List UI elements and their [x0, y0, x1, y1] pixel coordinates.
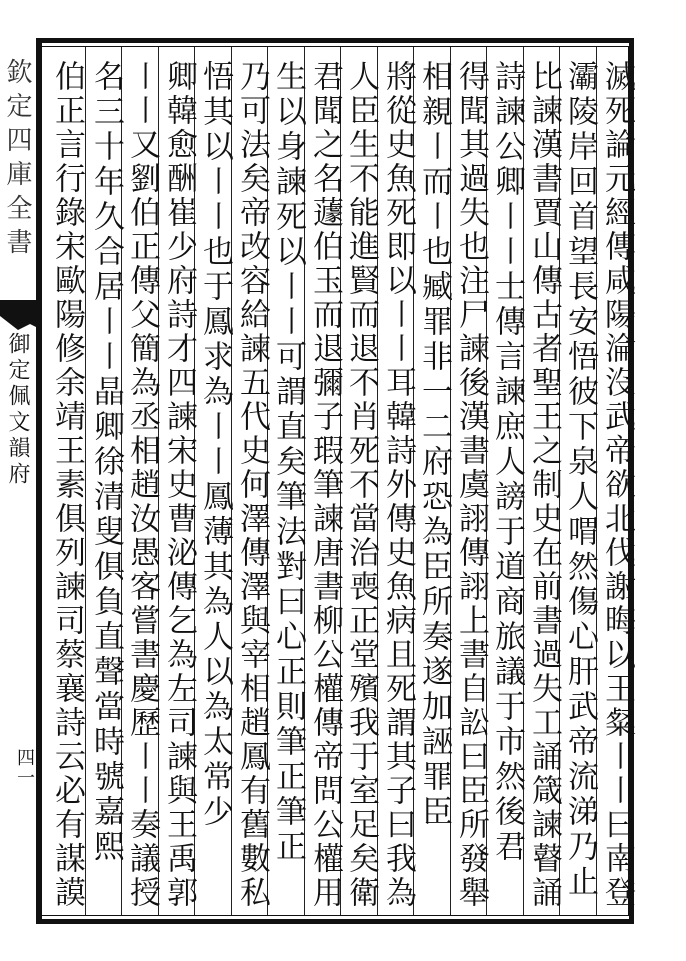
- text-column-5: 得聞其過失也注尸諫後漢書虞詡傳詡上書自訟曰臣所發舉: [453, 60, 489, 910]
- text-column-11: 乃可法矣帝改容給諫五代史何澤傳澤與宰相趙鳳有舊數私: [234, 60, 270, 910]
- text-column-8: 人臣生不能進賢而退不肖死不當治喪正堂殯我于室足矣衛: [343, 60, 379, 910]
- fish-tail-icon: [0, 300, 42, 330]
- text-column-4: 詩諫公卿〡〡士傳言諫庶人謗于道商旅議于市然後君: [489, 60, 525, 865]
- text-column-12: 悟其以〡〡也于鳳求為〡〡鳳薄其為人以為太常少: [197, 60, 233, 830]
- text-column-14: 〡〡又劉伯正傳父簡為丞相趙汝愚客嘗書慶歷〡〡奏議授: [124, 60, 160, 910]
- text-column-1: 滅死論元經傳咸陽淪沒武帝欲北伐謝晦以王粲〡〡曰南登: [599, 60, 635, 910]
- page-number: 四一: [14, 748, 35, 788]
- text-column-13: 卿韓愈酬崔少府詩才四諫宋史曹泌傳乞為左司諫與王禹郭: [161, 60, 197, 910]
- margin-title: 欽定四庫全書: [2, 58, 32, 262]
- text-column-10: 生以身諫死以〡〡可謂直矣筆法對曰心正則筆正筆正: [270, 60, 306, 865]
- text-column-7: 將從史魚死即以〡〡耳韓詩外傳史魚病且死謂其子曰我為: [380, 60, 416, 910]
- text-column-15: 名三十年久合居〡〡晶卿徐清叟俱負直聲當時號嘉熙: [88, 60, 124, 865]
- text-column-6: 相親〡而〡也臧罪非一二府恐為臣所奏遂加誣罪臣: [416, 60, 452, 830]
- text-column-3: 比諫漢書賈山傳古者聖王之制史在前書過失工誦箴諫瞽誦: [526, 60, 562, 910]
- text-column-2: 灞陵岸回首望長安悟彼下泉人喟然傷心肝武帝流涕乃止: [562, 60, 598, 900]
- text-column-16: 伯正言行錄宋歐陽修余靖王素俱列諫司蔡襄詩云必有謀謨: [49, 60, 85, 910]
- text-column-9: 君聞之名蘧伯玉而退彌子瑕筆諫唐書柳公權傳帝問公權用: [307, 60, 343, 910]
- margin-book-title: 御定佩文韻府: [5, 332, 30, 488]
